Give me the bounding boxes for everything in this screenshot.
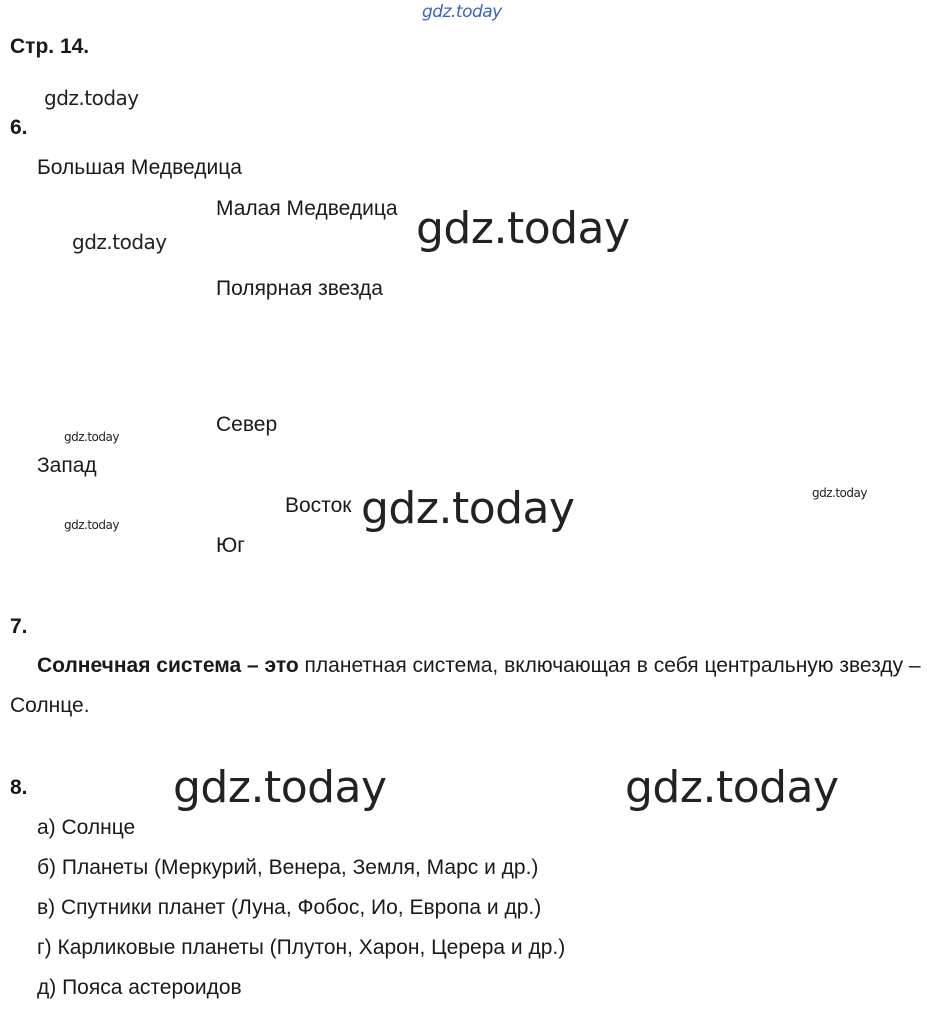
definition-text: планетная система, включающая в себя центральную звезду – Солнце. [10, 654, 921, 717]
list-item: а) Солнце [37, 816, 136, 839]
label-little-dipper: Малая Медведица [216, 197, 398, 220]
task-7-number: 7. [10, 615, 28, 638]
watermark-large: gdz.today [361, 483, 575, 534]
watermark: gdz.today [44, 86, 139, 110]
page-reference: Стр. 14. [10, 35, 90, 58]
list-item: г) Карликовые планеты (Плутон, Харон, Церера и др.) [37, 936, 566, 959]
label-big-dipper: Большая Медведица [37, 156, 242, 179]
label-north: Север [216, 413, 278, 436]
label-west: Запад [37, 454, 97, 477]
watermark-small: gdz.today [64, 430, 119, 444]
list-item: д) Пояса астероидов [37, 976, 242, 999]
watermark-small: gdz.today [812, 486, 867, 500]
label-east: Восток [285, 494, 352, 517]
watermark: gdz.today [72, 230, 167, 254]
definition-term: Солнечная система – это [37, 654, 299, 677]
task-8-number: 8. [10, 776, 28, 799]
task-7-definition [10, 646, 922, 726]
list-item: в) Спутники планет (Луна, Фобос, Ио, Европа и др.) [37, 896, 542, 919]
watermark-large: gdz.today [173, 762, 387, 813]
watermark-large: gdz.today [416, 203, 630, 254]
task-6-number: 6. [10, 116, 28, 139]
watermark-top: gdz.today [422, 2, 502, 22]
watermark-small: gdz.today [64, 518, 119, 532]
watermark-large: gdz.today [625, 762, 839, 813]
label-polaris: Полярная звезда [216, 277, 383, 300]
list-item: б) Планеты (Меркурий, Венера, Земля, Марс и др.) [37, 856, 539, 879]
label-south: Юг [216, 534, 245, 557]
